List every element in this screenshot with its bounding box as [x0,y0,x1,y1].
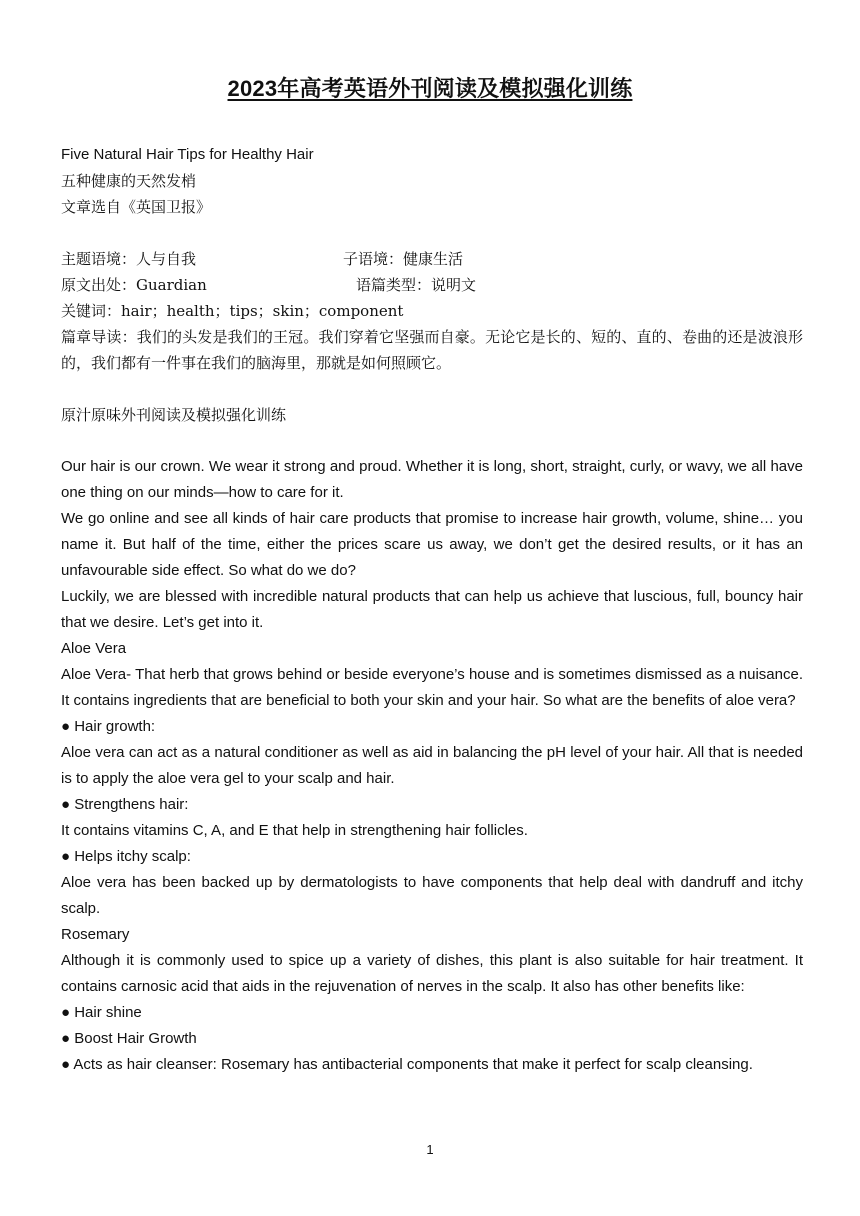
bullet-hair-growth-text: Aloe vera can act as a natural conditioner as well as aid in balancing the pH level of your hair. All that is needed is to apply the aloe vera gel to your scalp and hair. [61,744,803,787]
page-number: 1 [426,1142,434,1157]
spacer [61,220,803,246]
meta-row-theme [61,246,803,272]
paragraph-3: Luckily, we are blessed with incredible natural products that can help us achieve that luscious, full, bouncy hair that we desire. Let’s get into it. [61,588,803,631]
spacer [61,376,803,402]
origin-label: 原文出处：Guardian [61,276,207,294]
subtheme-label: 子语境：健康生活 [343,250,464,268]
aloe-vera-intro: Aloe Vera- That herb that grows behind or beside everyone’s house and is sometimes dismissed as a nuisance. It contains ingredients that are beneficial to both your skin and your hair. So what are the benefits of aloe vera? [61,666,803,709]
english-article-title: Five Natural Hair Tips for Healthy Hair [61,146,314,163]
bullet-hair-shine: ● Hair shine [61,1004,142,1021]
source-note: 文章选自《英国卫报》 [61,198,212,216]
rosemary-intro: Although it is commonly used to spice up a variety of dishes, this plant is also suitable for hair treatment. It contains carnosic acid that aids in the rejuvenation of nerves in the scalp. It also has other benefits like: [61,952,803,995]
bullet-boost-hair-growth: ● Boost Hair Growth [61,1030,197,1047]
paragraph-1: Our hair is our crown. We wear it strong and proud. Whether it is long, short, straight, curly, or wavy, we all have one thing on our minds—how to care for it. [61,458,803,501]
document-body [61,142,803,1078]
intro-paragraph: 篇章导读：我们的头发是我们的王冠。我们穿着它坚强而自豪。无论它是长的、短的、直的、卷曲的还是波浪形的，我们都有一件事在我们的脑海里，那就是如何照顾它。 [61,328,803,372]
bullet-strengthens-hair: ● Strengthens hair: [61,796,189,813]
bullet-hair-cleanser: ● Acts as hair cleanser: Rosemary has antibacterial components that make it perfect for scalp cleansing. [61,1056,753,1073]
meta-row-origin [61,272,803,298]
bullet-itchy-scalp-text: Aloe vera has been backed up by dermatologists to have components that help deal with dandruff and itchy scalp. [61,874,803,917]
theme-label: 主题语境：人与自我 [61,250,197,268]
document-title: 2023年高考英语外刊阅读及模拟强化训练 [227,76,633,101]
bullet-hair-growth: ● Hair growth: [61,718,156,735]
chinese-article-title: 五种健康的天然发梢 [61,172,197,190]
rosemary-heading: Rosemary [61,926,130,943]
section-heading: 原汁原味外刊阅读及模拟强化训练 [61,406,287,424]
genre-label: 语篇类型：说明文 [356,276,477,294]
aloe-vera-heading: Aloe Vera [61,640,127,657]
bullet-itchy-scalp: ● Helps itchy scalp: [61,848,191,865]
paragraph-2: We go online and see all kinds of hair care products that promise to increase hair growth, volume, shine… you name it. But half of the time, either the prices scare us away, we don’t get the desired results, or it has an unfavourable side effect. So what do we do? [61,510,803,579]
keywords-line: 关键词：hair；health；tips；skin；component [61,302,404,320]
spacer [61,428,803,454]
bullet-strengthens-hair-text: It contains vitamins C, A, and E that help in strengthening hair follicles. [61,822,528,839]
